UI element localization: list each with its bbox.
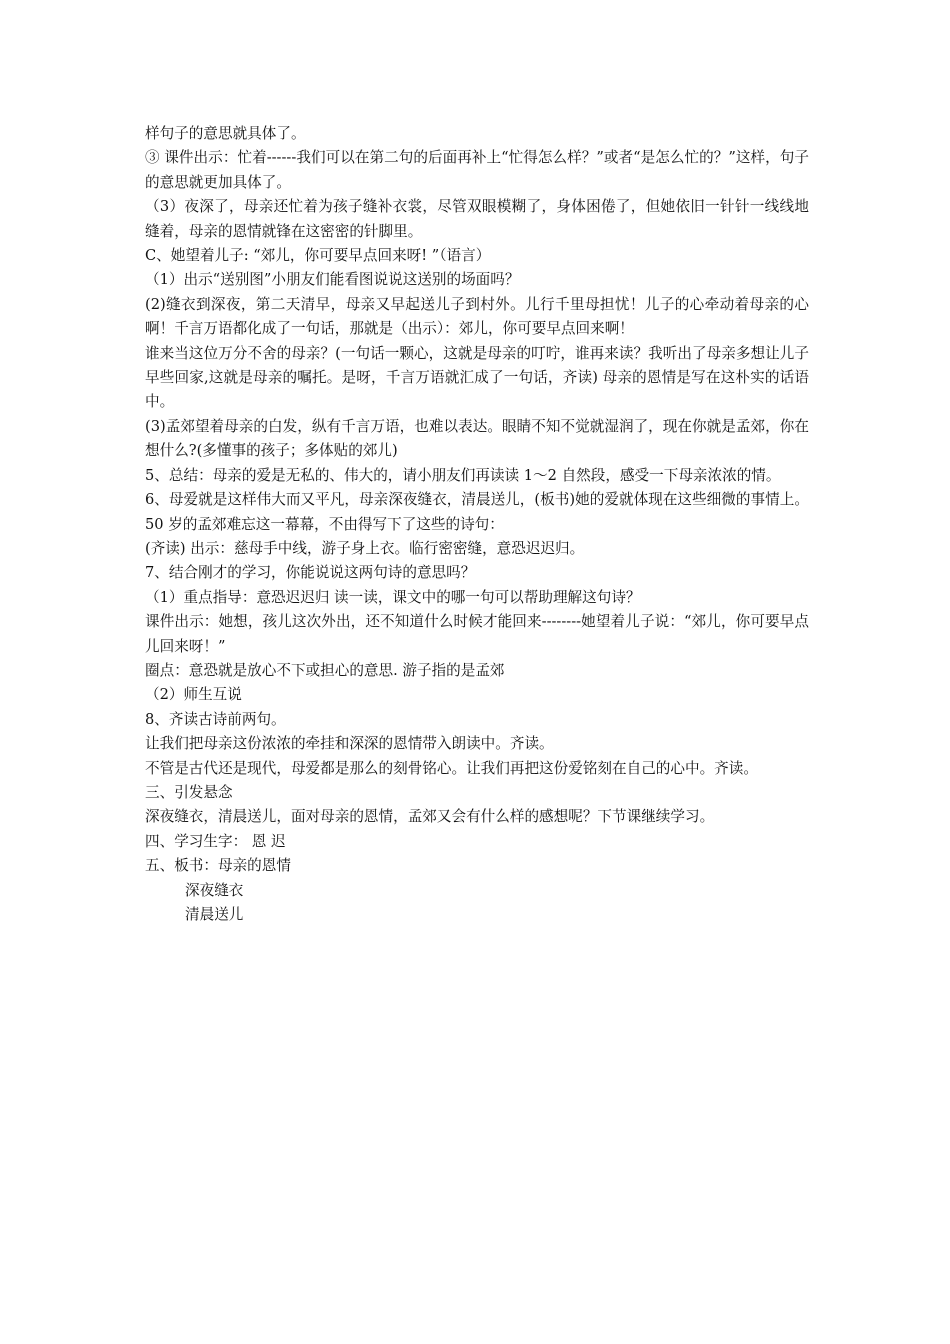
paragraph: （3）夜深了，母亲还忙着为孩子缝补衣裳，尽管双眼模糊了，身体困倦了，但她依旧一针针一线线地缝着，母亲的恩情就锋在这密密的针脚里。: [145, 198, 809, 240]
paragraph: 课件出示：她想，孩儿这次外出，还不知道什么时候才能回来--------她望着儿子说：“郊儿，你可要早点儿回来呀！”: [145, 613, 809, 655]
section-heading: 五、板书：母亲的恩情: [145, 857, 291, 875]
paragraph: 深夜缝衣，清晨送儿，面对母亲的恩情，孟郊又会有什么样的感想呢？下节课继续学习。: [145, 808, 715, 826]
paragraph: 样句子的意思就具体了。: [145, 125, 306, 142]
paragraph: (齐读) 出示：慈母手中线，游子身上衣。临行密密缝，意恐迟迟归。: [145, 539, 585, 557]
section-heading: 三、引发悬念: [145, 783, 233, 801]
paragraph: （1）重点指导：意恐迟迟归 读一读，课文中的哪一句可以帮助理解这句诗？: [145, 588, 641, 606]
paragraph: 让我们把母亲这份浓浓的牵挂和深深的恩情带入朗读中。齐读。: [145, 735, 554, 753]
paragraph: 谁来当这位万分不舍的母亲？(一句话一颗心，这就是母亲的叮咛，谁再来读？我听出了母亲多想让儿子早些回家,这就是母亲的嘱托。是呀，千言万语就汇成了一句话，齐读) 母亲的恩情是写在这朴实的话语中。: [145, 344, 809, 411]
paragraph: 不管是古代还是现代，母爱都是那么的刻骨铭心。让我们再把这份爱铭刻在自己的心中。齐读。: [145, 759, 758, 777]
paragraph: (2)缝衣到深夜，第二天清早，母亲又早起送儿子到村外。儿行千里母担忧！儿子的心牵动着母亲的心啊！千言万语都化成了一句话，那就是（出示）：郊儿，你可要早点回来啊！: [145, 295, 809, 338]
section-heading: 四、学习生字： 恩 迟: [145, 832, 286, 850]
paragraph: 7、结合刚才的学习，你能说说这两句诗的意思吗？: [145, 564, 476, 582]
paragraph: （1）出示“送别图”小朋友们能看图说说这送别的场面吗？: [145, 271, 520, 289]
paragraph: 圈点：意恐就是放心不下或担心的意思. 游子指的是孟郊: [145, 661, 505, 679]
paragraph: 8、齐读古诗前两句。: [145, 710, 286, 728]
paragraph: 5、总结：母亲的爱是无私的、伟大的，请小朋友们再读读 1～2 自然段，感受一下母亲浓浓的情。: [145, 466, 781, 484]
paragraph: (3)孟郊望着母亲的白发，纵有千言万语，也难以表达。眼睛不知不觉就湿润了，现在你就是孟郊，你在想什么?(多懂事的孩子；多体贴的郊儿): [145, 417, 809, 460]
paragraph: 6、母爱就是这样伟大而又平凡，母亲深夜缝衣，清晨送儿，(板书)她的爱就体现在这些细微的事情上。50 岁的孟郊难忘这一幕幕，不由得写下了这些的诗句：: [145, 491, 809, 533]
paragraph: ③ 课件出示：忙着------我们可以在第二句的后面再补上“忙得怎么样？”或者“是怎么忙的？”这样，句子的意思就更加具体了。: [145, 149, 809, 191]
document-page: [145, 122, 809, 927]
paragraph: C、她望着儿子: “郊儿，你可要早点回来呀! ”（语言）: [145, 247, 491, 265]
paragraph: （2）师生互说: [145, 686, 242, 704]
board-line: 深夜缝衣: [185, 881, 244, 899]
board-line: 清晨送儿: [185, 906, 244, 923]
